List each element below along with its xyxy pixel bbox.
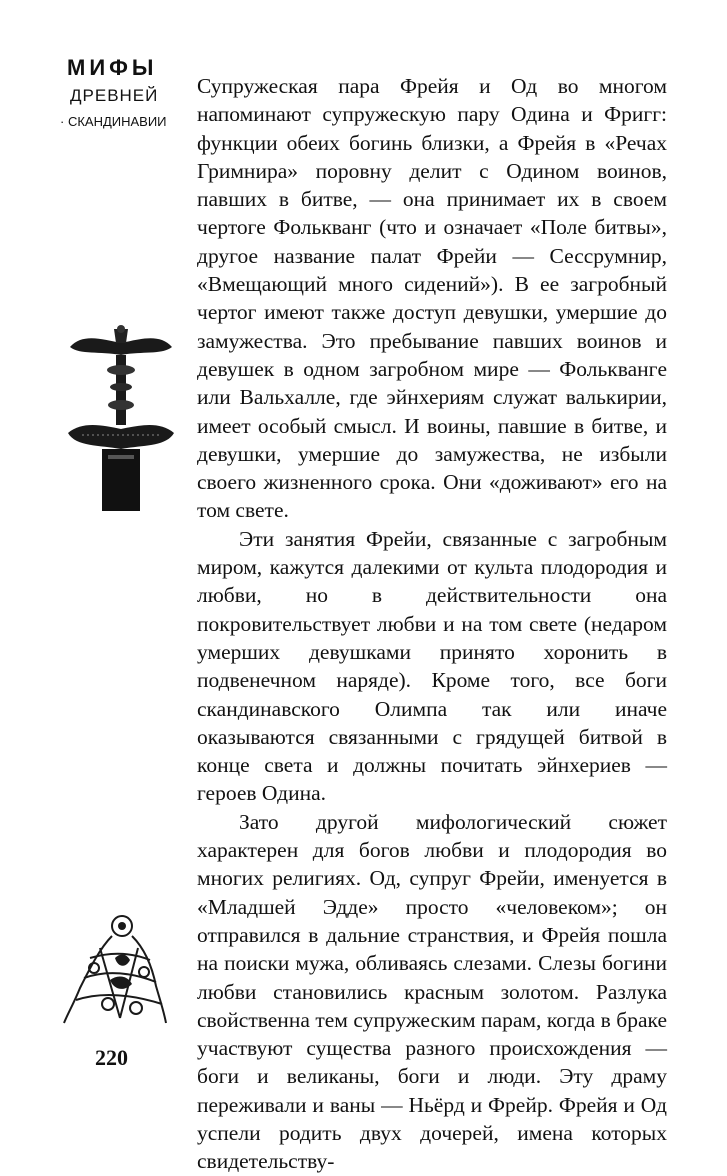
- ornament-candlestick-icon: [62, 325, 180, 515]
- sidebar: [0, 0, 185, 1133]
- paragraph-3: Зато другой мифологический сюжет характерен для богов любви и плодородия во многих религиях. Од, супруг Фрейи, именуется в «Младшей Эдде» просто «человеком»; он отправился в дальние странствия, и Фрейя пошла на поиски мужа, обливаясь слезами. Слезы богини любви становились красным золотом. Разлука свойственна тем супружеским парам, когда в браке участвуют существа разного происхождения — боги и великаны, боги и люди. Эту драму переживали и ваны — Ньёрд и Фрейр. Фрейя и Од успели родить двух дочерей, имена которых свидетельству-: [197, 809, 667, 1174]
- ornament-figure-icon: [60, 908, 170, 1028]
- body-text: [197, 72, 667, 1176]
- paragraph-1: Супружеская пара Фрейя и Од во многом напоминают супружескую пару Одина и Фригг: функции обеих богинь близки, а Фрейя в «Речах Гримнира» поровну делит с Одином воинов, павших в битве, — она принимает их в своем чертоге Фолькванг (что и означает «Поле битвы», другое название палат Фрейи — Сессрумнир, «Вмещающий много сидений»). В ее загробный чертог имеют также доступ девушки, умершие до замужества. Это пребывание павших воинов и девушек в одном загробном мире — Фольквангe или Вальхалле, где эйнхериям служат валькирии, имеет особый смысл. И воины, павшие в битве, и девушки, умершие до замужества, не избыли своего жизненного срока. Они «доживают» его на том свете.: [197, 74, 667, 523]
- running-header-line2: ДРЕВНЕЙ: [70, 86, 159, 105]
- paragraph-2: Эти занятия Фрейи, связанные с загробным миром, кажутся далекими от культа плодородия и любви, но в действительности она покровительствует любви и на том свете (недаром умерших девушками принято хоронить в подвенечном наряде). Кроме того, все боги скандинавского Олимпа так или иначе оказываются связанными с грядущей битвой в конце света и должны почитать эйнхериев — героев Одина.: [197, 526, 667, 806]
- running-header-line3: · СКАНДИНАВИИ: [60, 114, 167, 129]
- page-number: 220: [95, 1045, 128, 1070]
- running-header-title: МИФЫ: [67, 55, 158, 80]
